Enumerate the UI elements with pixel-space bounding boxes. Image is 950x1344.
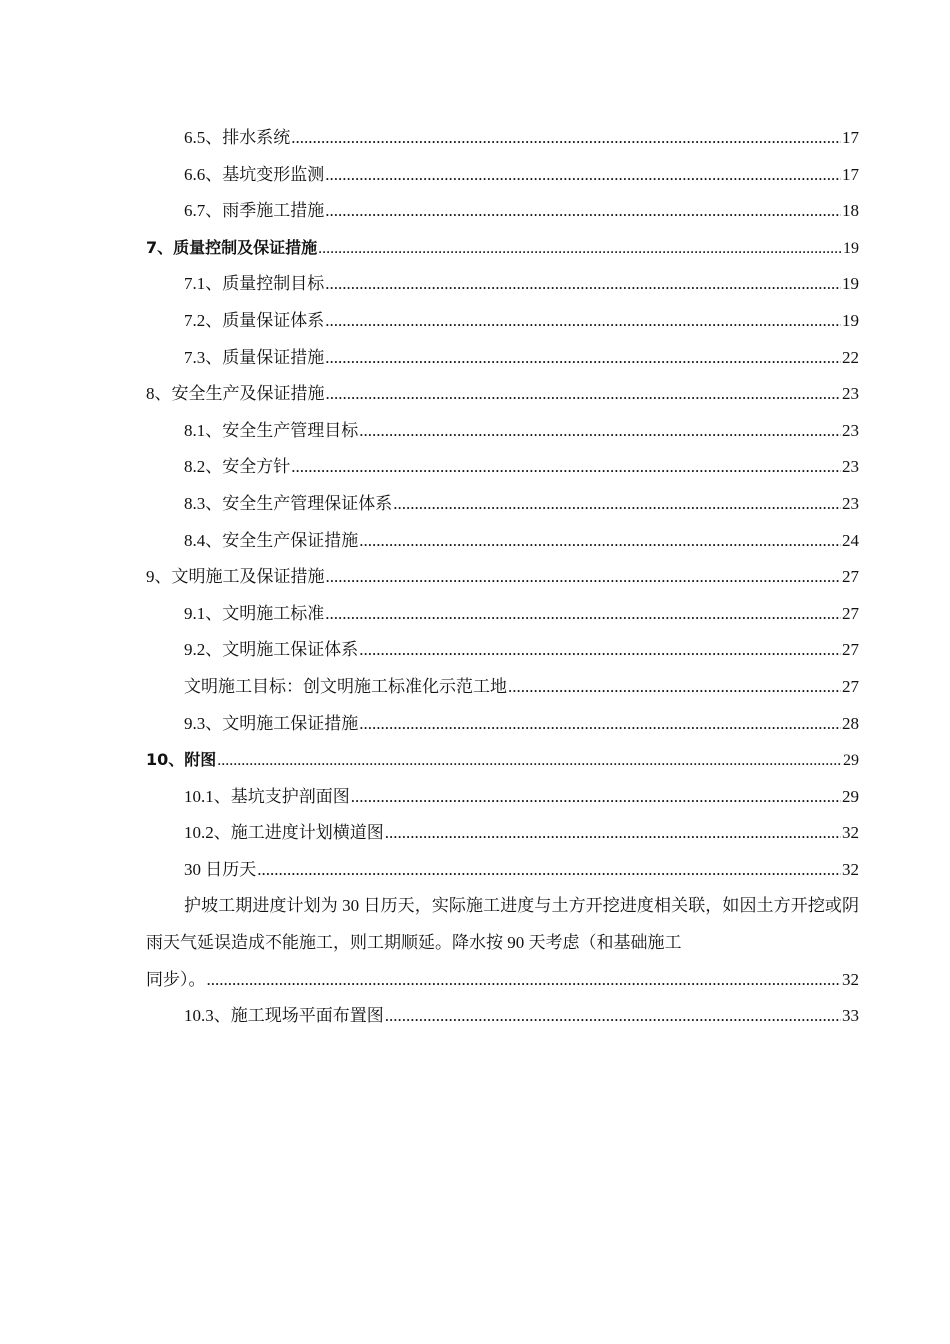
toc-entry-title: 10.2、施工进度计划横道图 xyxy=(184,823,384,843)
toc-entry-7[interactable] xyxy=(146,230,859,267)
toc-leader-dots xyxy=(359,706,841,743)
toc-page-number: 23 xyxy=(842,384,859,404)
toc-entry-title: 7、质量控制及保证措施 xyxy=(146,237,318,257)
toc-page-number: 33 xyxy=(842,1006,859,1026)
toc-page-number: 29 xyxy=(842,786,859,806)
toc-page-number: 17 xyxy=(842,128,859,147)
toc-page-number: 19 xyxy=(843,239,859,257)
toc-page-number: 29 xyxy=(843,752,859,770)
toc-leader-dots xyxy=(359,413,841,450)
toc-paragraph-text: 护坡工期进度计划为 30 日历天，实际施工进度与土方开挖进度相关联，如因土方开挖或阴雨天气延误造成不能施工，则工期顺延。降水按 90 天考虑（和基础施工 xyxy=(146,896,859,953)
toc-page-number: 17 xyxy=(842,164,859,184)
toc-entry-9[interactable] xyxy=(146,559,859,596)
toc-entry-10-3[interactable] xyxy=(146,998,859,1035)
toc-entry-7-3[interactable] xyxy=(146,340,859,377)
toc-leader-dots xyxy=(291,449,841,486)
toc-page-number: 23 xyxy=(842,457,859,477)
toc-entry-title: 7.3、质量保证措施 xyxy=(184,347,325,367)
toc-page-number: 22 xyxy=(842,347,859,367)
toc-entry-6-6[interactable] xyxy=(146,157,859,194)
toc-entry-8-4[interactable] xyxy=(146,523,859,560)
toc-entry-7-1[interactable] xyxy=(146,266,859,303)
toc-entry-10-1[interactable] xyxy=(146,779,859,816)
toc-entry-9-1[interactable] xyxy=(146,596,859,633)
toc-page-number: 32 xyxy=(842,823,859,843)
toc-page-number: 18 xyxy=(842,201,859,221)
toc-page-number: 23 xyxy=(842,420,859,440)
toc-entry-title: 8.3、安全生产管理保证体系 xyxy=(184,493,393,513)
toc-entry-9-3[interactable] xyxy=(146,706,859,743)
toc-entry-10-2[interactable] xyxy=(146,815,859,852)
toc-entry-title: 9.3、文明施工保证措施 xyxy=(184,713,359,733)
toc-entry-title: 9.1、文明施工标准 xyxy=(184,603,325,623)
toc-leader-dots xyxy=(359,523,841,560)
toc-entry-schedule-paragraph[interactable] xyxy=(146,888,859,998)
toc-entry-8[interactable] xyxy=(146,376,859,413)
toc-entry-title: 30 日历天 xyxy=(184,859,257,879)
toc-entry-8-2[interactable] xyxy=(146,449,859,486)
toc-entry-30-days[interactable] xyxy=(146,852,859,889)
toc-page-number: 27 xyxy=(842,603,859,623)
toc-leader-dots xyxy=(393,486,841,523)
toc-entry-title: 7.1、质量控制目标 xyxy=(184,274,325,294)
toc-entry-10[interactable] xyxy=(146,742,859,779)
toc-leader-dots xyxy=(207,962,842,999)
toc-entry-title: 8、安全生产及保证措施 xyxy=(146,384,325,404)
toc-leader-dots xyxy=(257,852,841,889)
toc-leader-dots xyxy=(325,340,841,377)
toc-leader-dots xyxy=(326,559,842,596)
toc-entry-title: 6.7、雨季施工措施 xyxy=(184,201,325,221)
toc-page-number: 27 xyxy=(842,676,859,696)
toc-entry-6-5[interactable] xyxy=(146,120,859,157)
toc-leader-dots xyxy=(359,632,841,669)
toc-leader-dots xyxy=(325,596,841,633)
toc-leader-dots xyxy=(326,376,842,413)
toc-entry-title: 9、文明施工及保证措施 xyxy=(146,567,325,587)
toc-entry-title: 同步）。 xyxy=(146,969,206,989)
toc-entry-8-3[interactable] xyxy=(146,486,859,523)
toc-leader-dots xyxy=(217,743,842,780)
toc-entry-title: 6.5、排水系统 xyxy=(184,128,291,147)
toc-leader-dots xyxy=(508,669,841,706)
toc-entry-title: 6.6、基坑变形监测 xyxy=(184,164,325,184)
toc-page-number: 32 xyxy=(842,859,859,879)
toc-leader-dots xyxy=(385,815,841,852)
table-of-contents xyxy=(146,120,859,1035)
toc-entry-6-7[interactable] xyxy=(146,193,859,230)
toc-leader-dots xyxy=(325,193,841,230)
toc-leader-dots xyxy=(325,303,841,340)
toc-entry-title: 10、附图 xyxy=(146,750,217,770)
toc-page-number: 19 xyxy=(842,310,859,330)
toc-entry-title: 文明施工目标：创文明施工标准化示范工地 xyxy=(184,676,507,696)
toc-entry-title: 9.2、文明施工保证体系 xyxy=(184,640,359,660)
toc-entry-7-2[interactable] xyxy=(146,303,859,340)
toc-page-number: 32 xyxy=(842,969,859,989)
toc-entry-title: 10.1、基坑支护剖面图 xyxy=(184,786,350,806)
toc-leader-dots xyxy=(318,231,842,268)
toc-entry-title: 8.1、安全生产管理目标 xyxy=(184,420,359,440)
toc-leader-dots xyxy=(385,998,841,1035)
toc-leader-dots xyxy=(351,779,841,816)
toc-page-number: 19 xyxy=(842,274,859,294)
toc-entry-title: 8.2、安全方针 xyxy=(184,457,291,477)
toc-page-number: 27 xyxy=(842,640,859,660)
toc-leader-dots xyxy=(291,120,841,157)
toc-entry-title: 8.4、安全生产保证措施 xyxy=(184,530,359,550)
toc-entry-title: 10.3、施工现场平面布置图 xyxy=(184,1006,384,1026)
toc-paragraph-last-line xyxy=(146,962,859,999)
toc-page-number: 28 xyxy=(842,713,859,733)
toc-entry-9-2[interactable] xyxy=(146,632,859,669)
toc-page-number: 24 xyxy=(842,530,859,550)
toc-leader-dots xyxy=(325,157,841,194)
toc-page-number: 27 xyxy=(842,567,859,587)
toc-entry-civilized-target[interactable] xyxy=(146,669,859,706)
toc-leader-dots xyxy=(325,266,841,303)
toc-entry-8-1[interactable] xyxy=(146,413,859,450)
toc-page-number: 23 xyxy=(842,493,859,513)
toc-entry-title: 7.2、质量保证体系 xyxy=(184,310,325,330)
